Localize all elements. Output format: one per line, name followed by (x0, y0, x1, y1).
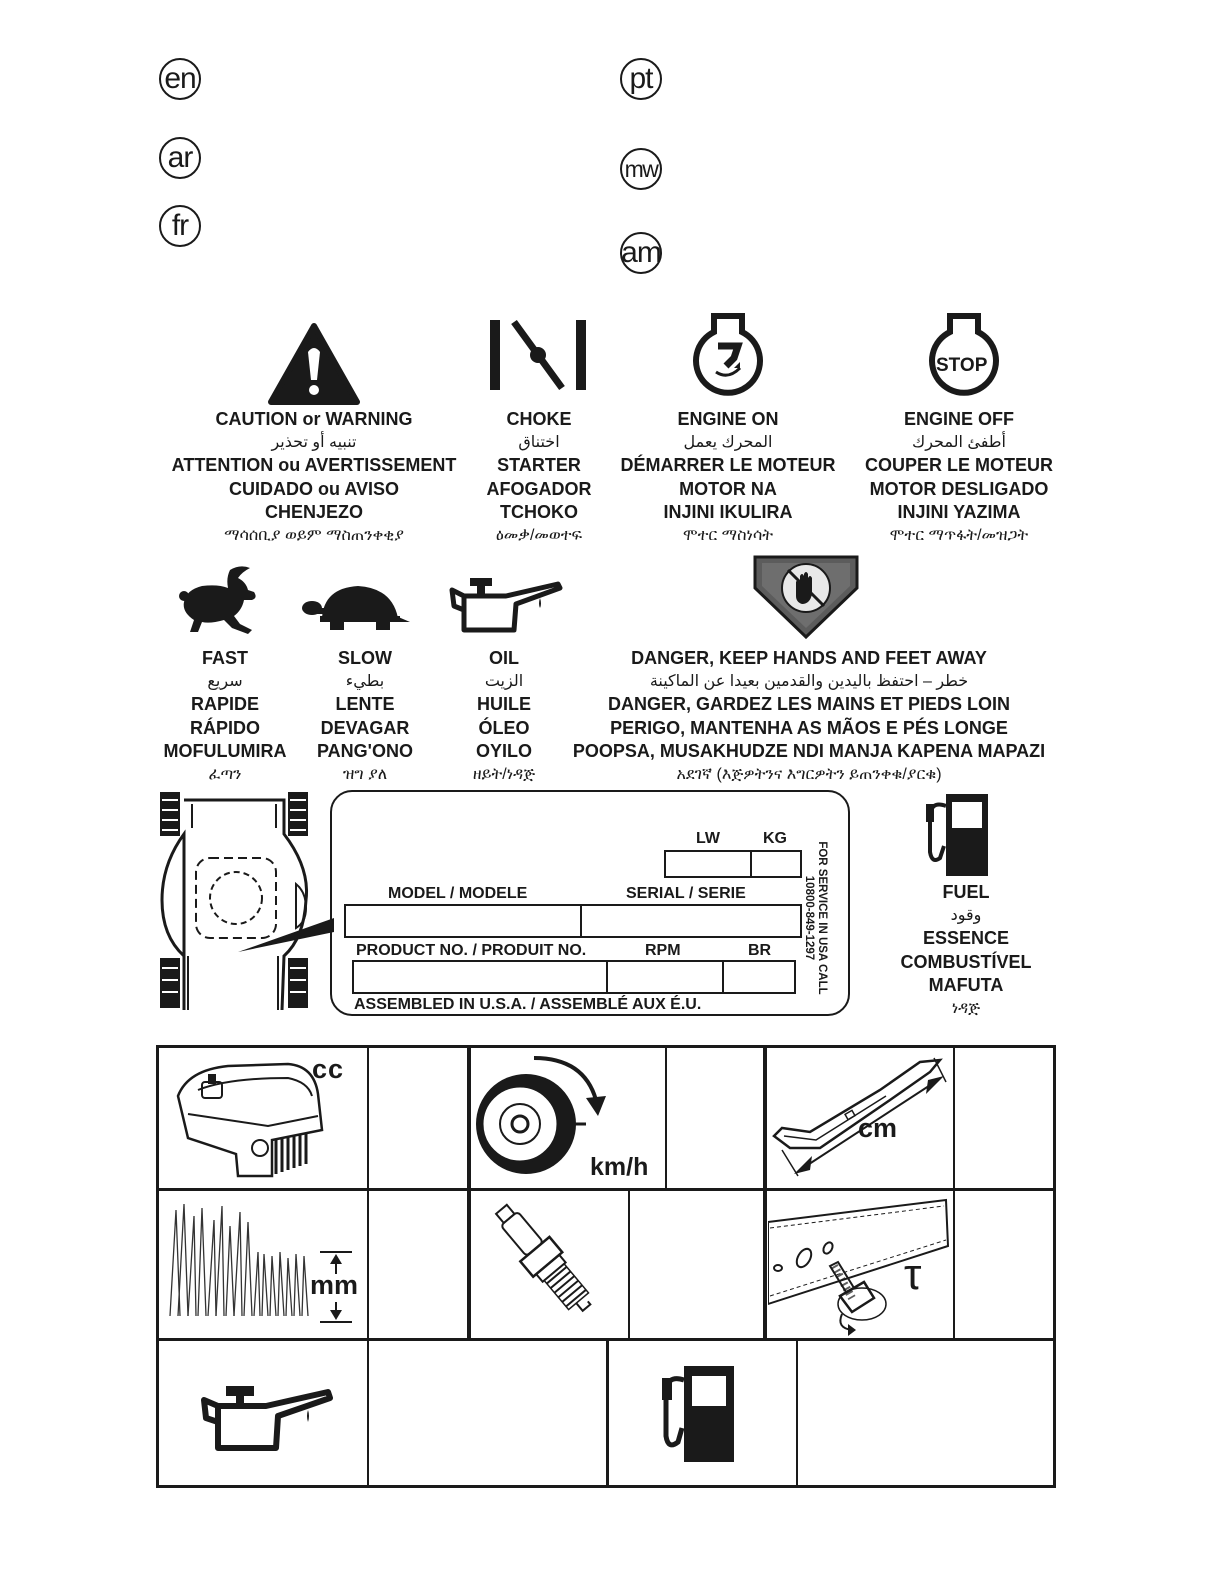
blade-bolt-torque-icon (768, 1196, 950, 1336)
label-fuel: FUEL وقود ESSENCE COMBUSTÍVEL MAFUTA ነዳጅ (900, 882, 1032, 1018)
label-slow: SLOW بطيء LENTE DEVAGAR PANG'ONO ዝግ ያለ (317, 648, 413, 784)
turtle-icon (300, 582, 412, 634)
stop-text: STOP (936, 355, 988, 376)
plate-product-label: PRODUCT NO. / PRODUIT NO. (356, 942, 587, 959)
lang-badge-am: am (620, 232, 662, 274)
height-mm-unit: mm (310, 1270, 359, 1300)
grass-height-icon (162, 1196, 362, 1336)
plate-assembled-text: ASSEMBLED IN U.S.A. / ASSEMBLÉ AUX É.U. (354, 996, 702, 1013)
oil-can-table-icon (200, 1384, 334, 1454)
oil-can-icon (448, 576, 564, 636)
plate-model-label: MODEL / MODELE (388, 885, 528, 902)
hand-hazard-icon (752, 554, 860, 640)
engine-on-icon (690, 312, 766, 400)
torque-symbol: τ (904, 1250, 922, 1299)
speed-kmh-unit: km/h (590, 1153, 649, 1181)
plate-weight-field (664, 850, 802, 878)
plate-serial-label: SERIAL / SERIE (626, 885, 746, 902)
fuel-pump-icon (922, 790, 992, 878)
engine-cc-unit: cc (312, 1054, 345, 1084)
label-oil: OIL الزيت HUILE ÓLEO OYILO ዘይት/ነዳጅ (472, 648, 536, 784)
label-engine-off: ENGINE OFF أطفئ المحرك COUPER LE MOTEUR MOTOR DESLIGADO INJINI YAZIMA ሞተር ማጥፋት/መዝጋት (864, 409, 1053, 545)
label-engine-on: ENGINE ON المحرك يعمل DÉMARRER LE MOTEUR MOTOR NA INJINI IKULIRA ሞተር ማስነሳት (620, 409, 836, 545)
label-caution: CAUTION or WARNING تنبيه أو تحذير ATTENTION ou AVERTISSEMENT CUIDADO ou AVISO CHENJEZO ማሳሰቢያ ወይም ማስጠንቀቂያ (171, 409, 457, 545)
choke-icon (488, 316, 590, 392)
plate-model-serial-field (344, 904, 802, 938)
plate-lw-label: LW (696, 830, 720, 847)
plate-kg-label: KG (763, 830, 787, 847)
label-danger: DANGER, KEEP HANDS AND FEET AWAY خطر – احتفظ باليدين والقدمين بعيدا عن الماكينة DANGER, GARDEZ LES MAINS ET PIEDS LOIN PERIGO, MANTENHA AS MÃOS E PÉS LONGE POOPSA, MUSAKHUDZE NDI MANJA KAPENA MAPAZI አደገኛ (እጅዎትንና እግርዎትን ይጠንቀቁ/ያርቁ) (572, 648, 1046, 784)
plate-product-field (352, 960, 796, 994)
spark-plug-icon (484, 1196, 614, 1336)
fuel-pump-table-icon (656, 1362, 740, 1466)
lang-badge-en: en (159, 58, 201, 100)
label-choke: CHOKE اختناق STARTER AFOGADOR TCHOKO ዕመቃ/መወተፍ (486, 409, 592, 545)
lang-badge-ar: ar (159, 137, 201, 179)
rabbit-icon (178, 562, 270, 640)
warning-triangle-icon (268, 322, 360, 406)
plate-service-text: FOR SERVICE IN USA CALL 10800-849-1297 (803, 841, 828, 995)
mower-top-view-diagram (156, 788, 336, 1014)
engine-icon (168, 1056, 328, 1180)
blade-cm-unit: cm (858, 1113, 898, 1143)
label-fast: FAST سريع RAPIDE RÁPIDO MOFULUMIRA ፈጣን (163, 648, 287, 784)
lang-badge-pt: pt (620, 58, 662, 100)
lang-badge-mw: mw (620, 148, 662, 190)
plate-rpm-label: RPM (645, 942, 681, 959)
lang-badge-fr: fr (159, 205, 201, 247)
plate-br-label: BR (748, 942, 772, 959)
